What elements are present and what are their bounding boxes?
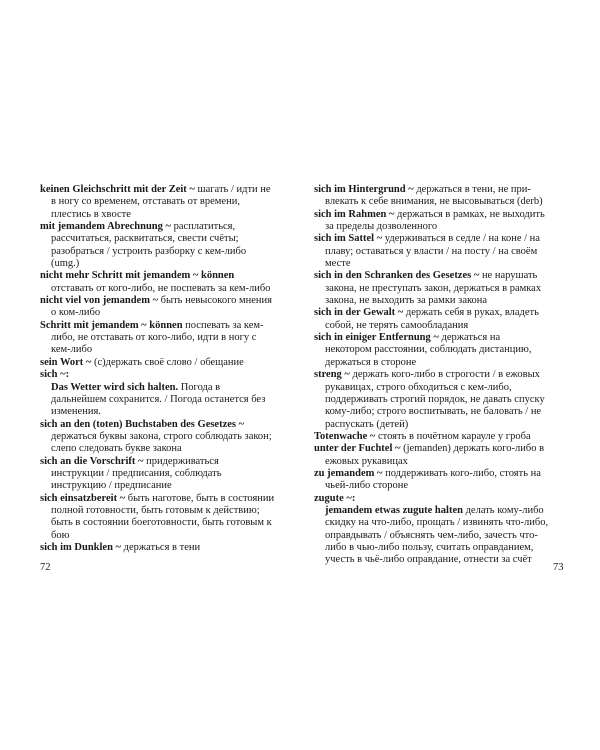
entry-continuation: либо, не отставать от кого-либо, идти в ногу с — [51, 332, 257, 344]
entry-continuation: разобраться / устроить разборку с кем-либо — [51, 245, 247, 257]
entry-continuation: собой, не терять самообладания — [325, 319, 469, 331]
entry-continuation: плаву; оставаться у власти / на посту / на своём — [325, 245, 538, 257]
example-phrase: jemandem etwas zugute halten — [325, 504, 463, 516]
dictionary-entry — [314, 209, 566, 221]
entry-headword: sich im Rahmen ~ — [314, 208, 395, 220]
entry-headword: unter der Fuchtel ~ — [314, 443, 401, 455]
entry-continuation: дальнейшем сохранится. / Погода останется без — [51, 393, 266, 405]
entry-headword: nicht mehr Schritt mit jemandem ~ können — [40, 270, 235, 282]
entry-definition: поспевать за кем- — [182, 319, 264, 331]
entry-headword: sich im Dunklen ~ — [40, 541, 122, 553]
dictionary-entry — [40, 320, 292, 332]
entry-continuation: либо в чью-либо пользу, считать оправданием, — [325, 541, 534, 553]
example-translation: Погода в — [178, 381, 221, 393]
entry-headword: zugute ~: — [314, 492, 356, 504]
left-page — [40, 184, 292, 554]
entry-definition: удерживаться в седле / на коне / на — [382, 233, 540, 245]
entry-continuation: держаться буквы закона, строго соблюдать закон; — [51, 430, 272, 442]
entry-definition: шагать / идти не — [194, 184, 271, 195]
entry-definition: поддерживать кого-либо, стоять на — [382, 467, 541, 479]
entry-continuation: плестись в хвосте — [51, 208, 131, 220]
entry-headword: sich in einiger Entfernung ~ — [314, 332, 439, 344]
entry-continuation: держаться в стороне — [325, 356, 417, 368]
entry-continuation: инструкции / предписания, соблюдать — [51, 467, 222, 479]
dictionary-entry — [314, 369, 566, 381]
entry-definition: не нарушать — [479, 270, 538, 282]
dictionary-entry — [314, 443, 566, 455]
entry-continuation: о ком-либо — [51, 307, 101, 319]
entry-definition: держаться в тени — [121, 541, 201, 553]
entry-headword: mit jemandem Abrechnung ~ — [40, 221, 171, 233]
entry-headword: sich ~: — [40, 369, 70, 381]
entry-definition: быть наготове, быть в состоянии — [125, 492, 275, 504]
entry-continuation: изменения. — [51, 406, 101, 418]
entry-continuation: оправдывать / объяснять чем-либо, зачесть что- — [325, 529, 538, 541]
dictionary-entry — [40, 295, 292, 307]
dictionary-entry — [314, 233, 566, 245]
dictionary-entry — [314, 493, 566, 505]
entry-continuation: слепо следовать букве закона — [51, 443, 182, 455]
page-number-right: 73 — [553, 562, 564, 573]
entry-continuation: полной готовности, быть готовым к действию; — [51, 504, 260, 516]
dictionary-entry — [314, 270, 566, 282]
entry-continuation: ежовых рукавицах — [325, 455, 408, 467]
dictionary-entry — [314, 332, 566, 344]
entry-headword: Totenwache ~ — [314, 430, 376, 442]
entry-continuation: некотором расстоянии, соблюдать дистанцию, — [325, 344, 532, 356]
entry-headword: sich an die Vorschrift ~ — [40, 455, 144, 467]
entry-headword: sich im Sattel ~ — [314, 233, 383, 245]
entry-continuation: в ногу со временем, отставать от времени, — [51, 196, 240, 208]
dictionary-entry — [314, 307, 566, 319]
entry-headword: keinen Gleichschritt mit der Zeit ~ — [40, 184, 195, 195]
entry-headword: sich einsatzbereit ~ — [40, 492, 126, 504]
entry-definition: держаться в рамках, не выходить — [394, 208, 545, 220]
entry-definition: (jemanden) держать кого-либо в — [400, 443, 545, 455]
dictionary-entry — [40, 369, 292, 381]
entry-continuation: быть в состоянии боеготовности, быть готовым к — [51, 517, 272, 529]
entry-continuation: за пределы дозволенного — [325, 221, 438, 233]
dictionary-entry — [314, 468, 566, 480]
entry-continuation: чьей-либо стороне — [325, 480, 409, 492]
entry-continuation: месте — [325, 258, 351, 270]
entry-definition: держаться на — [438, 332, 501, 344]
example-phrase: Das Wetter wird sich halten. — [51, 381, 179, 393]
dictionary-entry — [40, 184, 292, 196]
dictionary-entry — [40, 270, 292, 282]
page-number-left: 72 — [40, 562, 51, 573]
entry-continuation: влекать к себе внимания, не высовываться (derb) — [325, 196, 543, 208]
entry-continuation: скидку на что-либо, прощать / извинять что-либо, — [325, 517, 549, 529]
entry-continuation: бою — [51, 529, 70, 541]
dictionary-entry — [40, 357, 292, 369]
entry-headword: sich an den (toten) Buchstaben des Gesetzes ~ — [40, 418, 245, 430]
entry-headword: nicht viel von jemandem ~ — [40, 295, 159, 307]
dictionary-entry — [314, 431, 566, 443]
dictionary-entry — [40, 382, 292, 394]
dictionary-entry — [40, 493, 292, 505]
entry-continuation: распускать (детей) — [325, 418, 409, 430]
right-page — [314, 184, 566, 567]
dictionary-entry — [40, 456, 292, 468]
example-translation: делать кому-либо — [462, 504, 544, 516]
entry-headword: streng ~ — [314, 369, 350, 381]
entry-continuation: кем-либо — [51, 344, 93, 356]
entry-continuation: закона, не преступать закон, держаться в рамках — [325, 282, 542, 294]
entry-definition: держать кого-либо в строгости / в ежовых — [349, 369, 540, 381]
entry-continuation: рассчитаться, расквитаться, свести счёты; — [51, 233, 239, 245]
entry-continuation: учесть в чьё-либо оправдание, отнести за счёт — [325, 554, 532, 566]
entry-definition: быть невысокого мнения — [158, 295, 273, 307]
dictionary-entry — [314, 505, 566, 517]
entry-continuation: инструкцию / предписание — [51, 480, 172, 492]
entry-definition: держаться в тени, не при- — [413, 184, 531, 195]
entry-continuation: рукавицах, строго обходиться с кем-либо, — [325, 381, 512, 393]
entry-definition: держать себя в руках, владеть — [403, 307, 539, 319]
dictionary-entry — [40, 221, 292, 233]
entry-headword: zu jemandem ~ — [314, 467, 383, 479]
entry-continuation: отставать от кого-либо, не поспевать за кем-либо — [51, 282, 271, 294]
entry-definition: расплатиться, — [170, 221, 236, 233]
entry-headword: Schritt mit jemandem ~ können — [40, 319, 183, 331]
dictionary-entry — [40, 419, 292, 431]
entry-headword: sich in den Schranken des Gesetzes ~ — [314, 270, 480, 282]
dictionary-entry — [40, 542, 292, 554]
entry-continuation: поддерживать строгий порядок, не давать спуску — [325, 393, 545, 405]
entry-definition: (с)держать своё слово / обещание — [91, 356, 244, 368]
entry-definition: придерживаться — [143, 455, 219, 467]
entry-headword: sich in der Gewalt ~ — [314, 307, 404, 319]
entry-continuation: закона, не выходить за рамки закона — [325, 295, 488, 307]
entry-definition: стоять в почётном карауле у гроба — [375, 430, 531, 442]
entry-continuation: кому-либо; строго воспитывать, не баловать / не — [325, 406, 542, 418]
dictionary-entry — [314, 184, 566, 196]
entry-headword: sich im Hintergrund ~ — [314, 184, 414, 195]
entry-headword: sein Wort ~ — [40, 356, 92, 368]
entry-continuation: (umg.) — [51, 258, 80, 270]
